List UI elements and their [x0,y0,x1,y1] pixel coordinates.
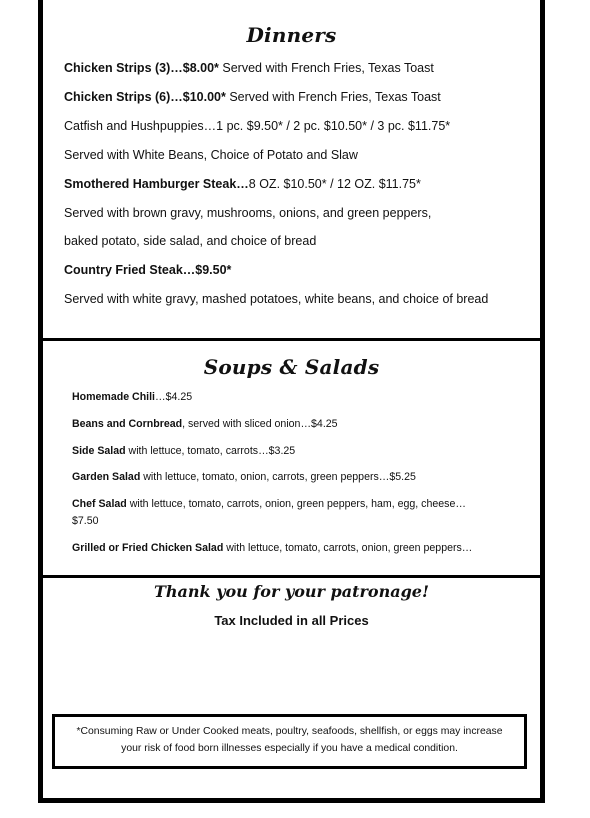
menu-item: Chicken Strips (3)…$8.00* Served with French Fries, Texas Toast [64,61,434,75]
thank-you-heading: Thank you for your patronage! [154,582,429,601]
dinners-section [43,0,540,338]
dinners-title: Dinners [246,23,337,47]
soups-salads-title: Soups & Salads [203,355,380,379]
menu-item: Grilled or Fried Chicken Salad with lettuce, tomato, carrots, onion, green peppers… [72,542,473,554]
menu-item: Chicken Strips (6)…$10.00* Served with French Fries, Texas Toast [64,90,441,104]
food-safety-warning [52,714,527,769]
menu-item-description: baked potato, side salad, and choice of bread [64,234,317,248]
footer-section [43,580,540,798]
menu-item: Chef Salad with lettuce, tomato, carrots, onion, green peppers, ham, egg, cheese… [72,498,466,510]
menu-item: Garden Salad with lettuce, tomato, onion, carrots, green peppers…$5.25 [72,471,416,483]
menu-item-description: Served with brown gravy, mushrooms, onions, and green peppers, [64,206,432,220]
menu-item: Country Fried Steak…$9.50* [64,263,232,277]
menu-item: Beans and Cornbread, served with sliced onion…$4.25 [72,418,338,430]
tax-note: Tax Included in all Prices [214,613,369,628]
menu-frame [38,0,545,803]
menu-item-description: Served with white gravy, mashed potatoes, white beans, and choice of bread [64,292,489,306]
section-divider [43,575,540,578]
soups-salads-section [43,343,540,575]
section-divider [43,338,540,341]
warning-line: your risk of food born illnesses especially if you have a medical condition. [121,743,458,754]
menu-item: Smothered Hamburger Steak…8 OZ. $10.50* / 12 OZ. $11.75* [64,177,421,191]
menu-item-price: $7.50 [72,515,99,527]
warning-line: *Consuming Raw or Under Cooked meats, poultry, seafoods, shellfish, or eggs may increase [76,726,503,737]
menu-item: Catfish and Hushpuppies…1 pc. $9.50* / 2 pc. $10.50* / 3 pc. $11.75* [64,119,451,133]
menu-item: Side Salad with lettuce, tomato, carrots…$3.25 [72,445,296,457]
menu-item-description: Served with White Beans, Choice of Potato and Slaw [64,148,358,162]
menu-item: Homemade Chili…$4.25 [72,391,193,403]
